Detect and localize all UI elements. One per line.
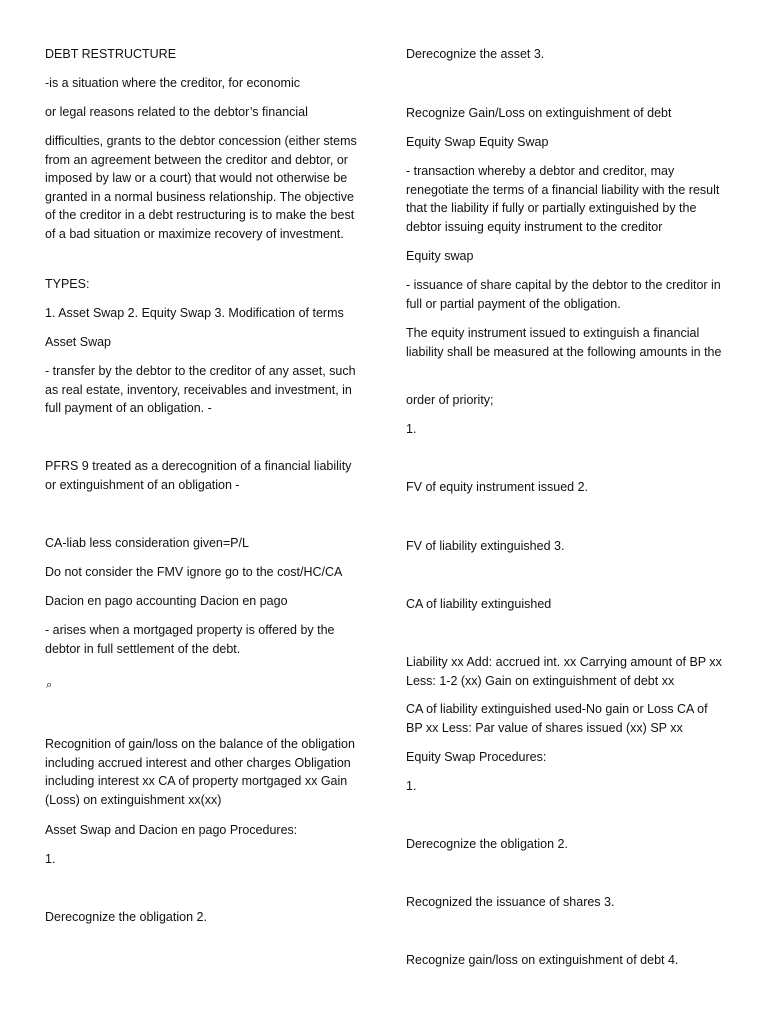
priority-item: FV of equity instrument issued 2. xyxy=(406,480,589,494)
pfrs9-paragraph: PFRS 9 treated as a derecognition of a financial liability or extinguishment of an obligation - xyxy=(45,459,352,492)
procedure-step: Recognized the issuance of shares 3. xyxy=(406,895,615,909)
list-number: 1. xyxy=(406,422,417,436)
step-number: 1. xyxy=(406,779,417,793)
ca-liab-line: CA-liab less consideration given=P/L xyxy=(45,536,249,550)
document-title: DEBT RESTRUCTURE xyxy=(45,47,177,61)
procedure-step: Derecognize the asset 3. xyxy=(406,47,545,61)
types-list: 1. Asset Swap 2. Equity Swap 3. Modification of terms xyxy=(45,306,344,320)
asset-swap-heading: Asset Swap xyxy=(45,335,112,349)
procedures-heading: Equity Swap Procedures: xyxy=(406,750,547,764)
procedures-heading: Asset Swap and Dacion en pago Procedures: xyxy=(45,823,298,837)
paragraph: difficulties, grants to the debtor concession (either stems from an agreement between the creditor and debtor, or imposed by law or a court) that would not otherwise be granted in a normal business relationship. The objective of the creditor in a debt restructuring is to make the best of a bad situation or maximize recovery of investment. xyxy=(45,134,357,241)
priority-item: CA of liability extinguished xyxy=(406,597,552,611)
equity-swap-issuance: - issuance of share capital by the debtor to the creditor in full or partial payment of the obligation. xyxy=(406,278,721,311)
equity-swap-heading: Equity Swap Equity Swap xyxy=(406,135,549,149)
recognition-paragraph: Recognition of gain/loss on the balance of the obligation including accrued interest and other charges Obligation including interest xx CA of property mortgaged xx Gain (Loss) on extinguishment xx(xx) xyxy=(45,737,355,807)
types-heading: TYPES: xyxy=(45,277,90,291)
order-line: order of priority; xyxy=(406,393,494,407)
dacion-definition: - arises when a mortgaged property is offered by the debtor in full settlement of the debt. xyxy=(45,623,335,656)
equity-swap-label: Equity swap xyxy=(406,249,474,263)
dacion-heading: Dacion en pago accounting Dacion en pago xyxy=(45,594,288,608)
procedure-step: Recognize gain/loss on extinguishment of debt 4. xyxy=(406,953,679,967)
procedure-step: Derecognize the obligation 2. xyxy=(406,837,568,851)
paragraph: or legal reasons related to the debtor’s financial xyxy=(45,105,308,119)
measurement-paragraph: The equity instrument issued to extinguish a financial liability shall be measured at the following amounts in the xyxy=(406,326,722,359)
asset-swap-definition: - transfer by the debtor to the creditor of any asset, such as real estate, inventory, receivables and investment, in full payment of an obligation. - xyxy=(45,364,356,415)
step-number: 1. xyxy=(45,852,56,866)
procedure-step: Recognize Gain/Loss on extinguishment of debt xyxy=(406,106,672,120)
procedure-step: Derecognize the obligation 2. xyxy=(45,910,207,924)
priority-item: FV of liability extinguished 3. xyxy=(406,539,565,553)
search-icon: ⌕ xyxy=(46,679,53,691)
equity-swap-definition: - transaction whereby a debtor and creditor, may renegotiate the terms of a financial liability with the result that the liability if fully or partially extinguished by the debtor issuing equity instrument to the creditor xyxy=(406,164,720,234)
journal-entry: Liability xx Add: accrued int. xx Carrying amount of BP xx Less: 1-2 (xx) Gain on extinguishment of debt xx xyxy=(406,655,722,688)
paragraph: -is a situation where the creditor, for economic xyxy=(45,76,300,90)
journal-entry: CA of liability extinguished used-No gain or Loss CA of BP xx Less: Par value of shares issued (xx) SP xx xyxy=(406,702,708,735)
fmv-line: Do not consider the FMV ignore go to the cost/HC/CA xyxy=(45,565,343,579)
